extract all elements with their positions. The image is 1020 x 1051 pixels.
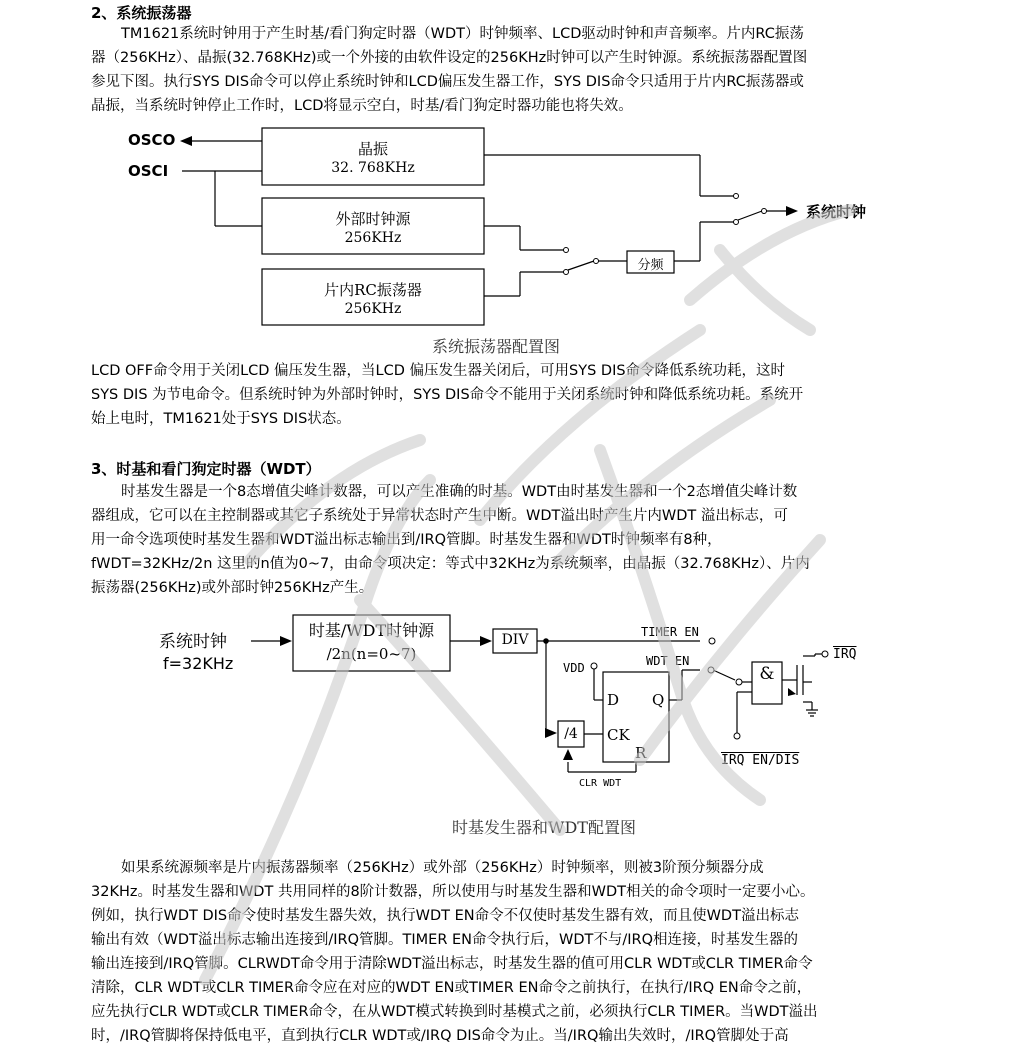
arrow-right-icon [280, 636, 292, 646]
arrow-right-icon [788, 688, 796, 696]
system-clock-frequency: f=32KHz [163, 654, 234, 673]
oscillator-diagram [0, 118, 1020, 358]
section-2-heading: 2、系统振荡器 [91, 4, 192, 22]
paragraph-line: 器组成，它可以在主控制器或其它子系统处于异常状态时产生中断。WDT溢出时产生片内WDT 溢出标志，可 [91, 508, 788, 524]
div-block-label: DIV [501, 632, 529, 648]
timer-en-label: TIMER EN [641, 625, 699, 639]
paragraph-line: 输出连接到/IRQ管脚。CLRWDT命令用于清除WDT溢出标志，时基发生器的值可用CLR WDT或CLR TIMER命令 [91, 956, 813, 972]
paragraph-line: 例如，执行WDT DIS命令使时基发生器失效，执行WDT EN命令不仅使时基发生器有效，而且使WDT溢出标志 [91, 908, 799, 924]
irq-output-label: $\overline{IRQ}$ [833, 647, 857, 662]
rc-oscillator-name: 片内RC振荡器 [324, 281, 422, 299]
rc-oscillator-frequency: 256KHz [344, 301, 402, 317]
paragraph-line: 器（256KHz）、晶振(32.768KHz)或一个外接的由软件设定的256KHz时钟可以产生时钟源。系统振荡器配置图 [91, 50, 808, 66]
ff-q-pin: Q [652, 691, 665, 709]
paragraph-line: 输出有效（WDT溢出标志输出连接到/IRQ管脚。TIMER EN命令执行后，WDT不与/IRQ相连接，时基发生器的 [91, 932, 799, 948]
paragraph-line: 时基发生器是一个8态增值尖峰计数器，可以产生准确的时基。WDT由时基发生器和一个2态增值尖峰计数 [121, 484, 798, 500]
paragraph-line: 如果系统源频率是片内振荡器频率（256KHz）或外部（256KHz）时钟频率，则被3阶预分频器分成 [121, 860, 764, 876]
paragraph-line: SYS DIS 为节电命令。但系统时钟为外部时钟时，SYS DIS命令不能用于关闭系统时钟和降低系统功耗。系统开 [91, 387, 804, 403]
clr-wdt-label: CLR WDT [579, 778, 622, 789]
ff-ck-pin: CK [607, 726, 630, 744]
divider-label: 分频 [637, 258, 664, 273]
paragraph-line: 用一命令选项使时基发生器和WDT溢出标志输出到/IRQ管脚。时基发生器和WDT时钟频率有8种， [91, 532, 722, 548]
system-clock-output: 系统时钟 [806, 203, 867, 221]
clock-source-formula: /2n(n=0~7) [326, 645, 417, 663]
arrow-right-icon [545, 728, 557, 738]
osco-label: OSCO [128, 131, 176, 149]
clock-source-title: 时基/WDT时钟源 [308, 621, 435, 640]
paragraph-line: 清除，CLR WDT或CLR TIMER命令应在对应的WDT EN或TIMER EN命令之前执行，在执行/IRQ EN命令之前， [91, 980, 812, 996]
paragraph-line: 晶振，当系统时钟停止工作时，LCD将显示空白，时基/看门狗定时器功能也将失效。 [91, 98, 633, 114]
and-gate-symbol: & [759, 664, 775, 684]
crystal-frequency: 32. 768KHz [331, 160, 415, 176]
irq-en-dis-label: IRQ EN/DIS [721, 753, 800, 768]
paragraph-line: 始上电时，TM1621处于SYS DIS状态。 [91, 411, 351, 427]
paragraph-line: 参见下图。执行SYS DIS命令可以停止系统时钟和LCD偏压发生器工作，SYS DIS命令只适用于片内RC振荡器或 [91, 74, 804, 90]
paragraph-line: fWDT=32KHz/2n 这里的n值为0~7，由命令项决定：等式中32KHz为系统频率，由晶振（32.768KHz）、片内 [91, 556, 810, 572]
osci-label: OSCI [128, 162, 169, 180]
arrow-right-icon [480, 636, 492, 646]
system-clock-input-label: 系统时钟 [159, 632, 227, 652]
vdd-label: VDD [563, 661, 585, 675]
external-clock-name: 外部时钟源 [335, 210, 411, 228]
paragraph-line: LCD OFF命令用于关闭LCD 偏压发生器，当LCD 偏压发生器关闭后，可用SYS DIS命令降低系统功耗，这时 [91, 363, 786, 379]
arrow-left-icon [180, 136, 192, 146]
div4-label: /4 [564, 726, 578, 742]
figure-caption: 系统振荡器配置图 [432, 337, 561, 356]
crystal-name: 晶振 [357, 140, 388, 158]
paragraph-line: 振荡器(256KHz)或外部时钟256KHz产生。 [91, 580, 374, 596]
ff-d-pin: D [607, 691, 620, 709]
paragraph-line: 时，/IRQ管脚将保持低电平，直到执行CLR WDT或/IRQ DIS命令为止。当/IRQ输出失效时，/IRQ管脚处于高 [91, 1028, 789, 1044]
wdt-en-label: WDT EN [646, 654, 690, 668]
paragraph-line: 32KHz。时基发生器和WDT 共用同样的8阶计数器，所以使用与时基发生器和WDT相关的命令项时一定要小心。 [91, 884, 815, 900]
arrow-right-icon [786, 206, 798, 216]
ff-r-pin: R [635, 744, 647, 762]
paragraph-line: TM1621系统时钟用于产生时基/看门狗定时器（WDT）时钟频率、LCD驱动时钟和声音频率。片内RC振荡 [121, 26, 804, 42]
figure-caption: 时基发生器和WDT配置图 [452, 818, 636, 837]
paragraph-line: 应先执行CLR WDT或CLR TIMER命令，在从WDT模式转换到时基模式之前，必须执行CLR TIMER。当WDT溢出 [91, 1004, 818, 1020]
external-clock-frequency: 256KHz [344, 230, 402, 246]
section-3-heading: 3、时基和看门狗定时器（WDT） [91, 460, 321, 478]
arrow-up-icon [563, 749, 573, 760]
